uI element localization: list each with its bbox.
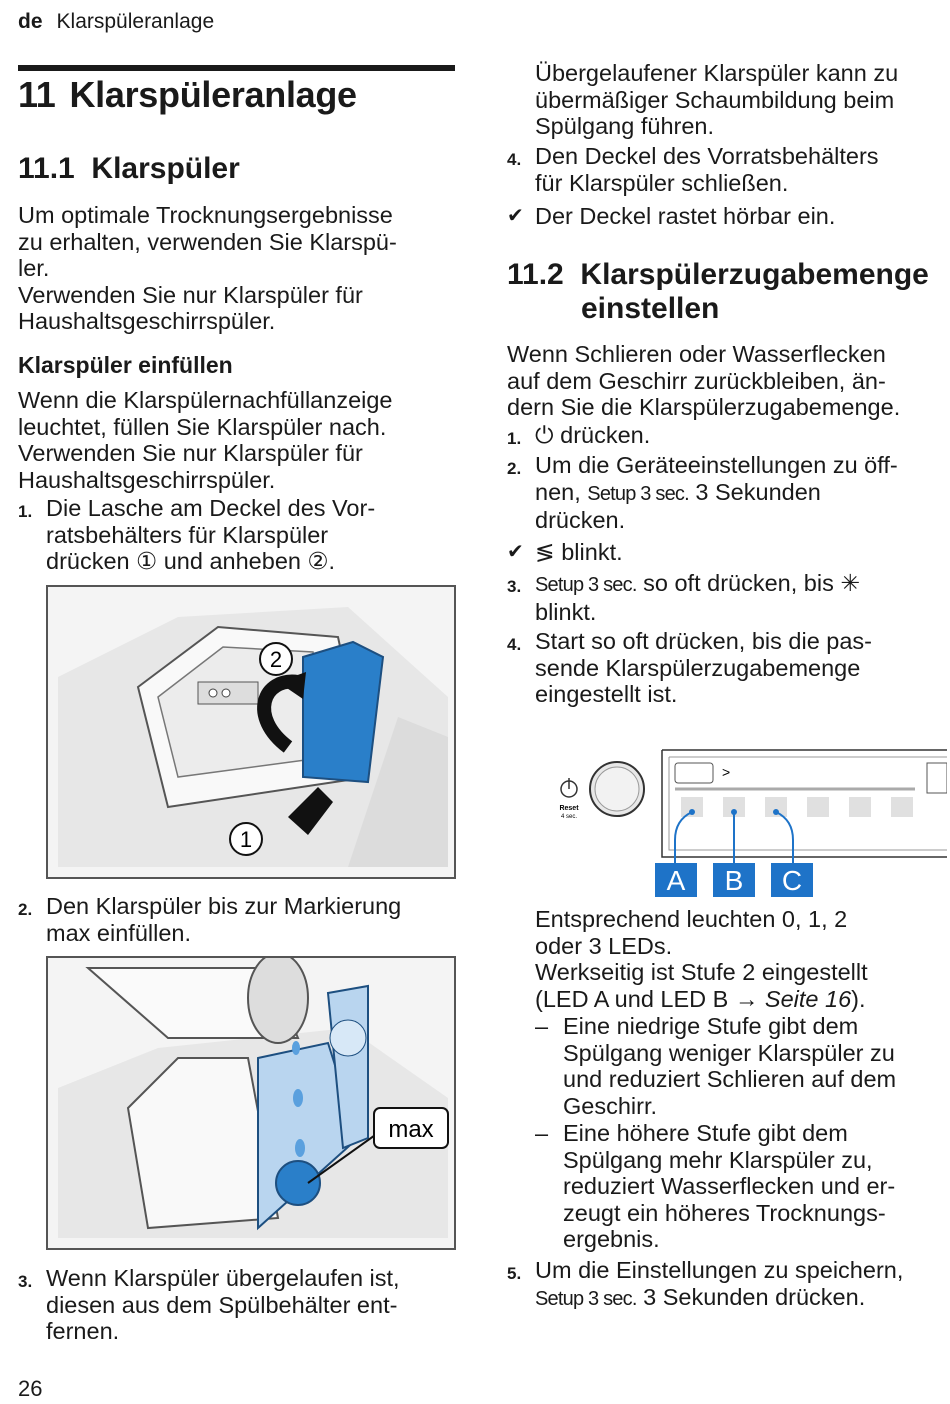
section-title-text: Klarspülerzugabemenge xyxy=(580,258,929,291)
dispenser-fill-illustration xyxy=(48,958,454,1248)
result-text: Der Deckel rastet hörbar ein. xyxy=(535,203,836,229)
step-number: 2. xyxy=(18,900,33,919)
subheading-fill: Klarspüler einfüllen xyxy=(18,352,233,378)
reset-label-2: 4 sec. xyxy=(560,814,578,820)
text-fragment: nen, xyxy=(535,478,581,505)
fill-intro xyxy=(18,387,393,493)
text-line: Eine niedrige Stufe gibt dem xyxy=(563,1013,859,1039)
setup-button-label: Setup 3 sec. xyxy=(535,1287,637,1310)
bullet-high-level xyxy=(535,1120,947,1255)
header-section: Klarspüleranlage xyxy=(56,10,215,33)
step-number: 3. xyxy=(507,577,522,596)
step-number: 1. xyxy=(507,429,522,448)
text-line: ler. xyxy=(18,255,50,281)
rinse-aid-icon: ≶ xyxy=(535,539,555,565)
text-line: fernen. xyxy=(46,1318,120,1344)
text-line: ergebnis. xyxy=(563,1226,660,1252)
reset-label: Reset xyxy=(559,805,579,812)
text-line: blinkt. xyxy=(535,598,597,625)
s2-step-2 xyxy=(507,452,947,534)
text-line: Um die Einstellungen zu speichern, xyxy=(535,1257,904,1283)
text-line: dern Sie die Klarspülerzugabemenge. xyxy=(507,394,901,420)
start-button-label: Start xyxy=(535,628,585,654)
figure-open-lid xyxy=(46,585,456,879)
text-line: Haushaltsgeschirrspüler. xyxy=(18,466,276,493)
text-line: für Klarspüler schließen. xyxy=(535,169,789,196)
s2-result-blinks xyxy=(507,539,947,567)
section-title-text-2: einstellen xyxy=(581,292,720,325)
text-line: zeugt ein höheres Trocknungs- xyxy=(563,1199,886,1226)
setup-button-label: Setup 3 sec. xyxy=(535,574,637,596)
text-line: sende Klarspülerzugabemenge xyxy=(535,654,861,681)
text-fragment: (LED A und LED B xyxy=(535,985,729,1012)
s2-step-1 xyxy=(507,422,947,450)
max-marker-label: max xyxy=(388,1116,434,1143)
text-line: eingestellt ist. xyxy=(535,681,678,707)
text-line: und reduziert Schlieren auf dem xyxy=(563,1066,897,1092)
text-line: max einfüllen. xyxy=(46,919,191,946)
s2-step-3 xyxy=(507,570,947,626)
chapter-number: 11 xyxy=(18,74,56,115)
text-line: zu erhalten, verwenden Sie Klarspü- xyxy=(18,228,397,255)
led-label-a: A xyxy=(666,865,686,896)
text-line: Spülgang führen. xyxy=(535,113,715,139)
section-11-1-title xyxy=(18,152,240,186)
text-line: Verwenden Sie nur Klarspüler für xyxy=(18,440,363,466)
overflow-note xyxy=(535,60,947,140)
text-line: leuchtet, füllen Sie Klarspüler nach. xyxy=(18,413,387,440)
text-line: drücken ① und anheben ②. xyxy=(46,548,336,574)
language-tag: de xyxy=(18,10,43,33)
text-line: Spülgang mehr Klarspüler zu, xyxy=(563,1146,873,1173)
s2-step-5 xyxy=(507,1257,947,1313)
text-line: drücken. xyxy=(535,507,626,533)
chapter-title-text: Klarspüleranlage xyxy=(69,74,357,115)
section-11-1-intro xyxy=(18,202,397,335)
text-line: diesen aus dem Spülbehälter ent- xyxy=(46,1291,398,1318)
step-3 xyxy=(18,1265,458,1347)
bullet-low-level xyxy=(535,1013,947,1121)
text-line: Spülgang weniger Klarspüler zu xyxy=(563,1039,895,1066)
step-number: 5. xyxy=(507,1264,522,1283)
text-line: oder 3 LEDs. xyxy=(535,932,673,959)
bullet-dash: – xyxy=(535,1120,549,1146)
led-explanation xyxy=(535,906,947,1012)
chapter-title xyxy=(18,74,357,116)
text-line: übermäßiger Schaumbildung beim xyxy=(535,86,895,113)
page-reference-link[interactable]: Seite 16 xyxy=(764,985,852,1012)
section-11-2-intro xyxy=(507,341,947,421)
text-line: Um die Geräteeinstellungen zu öff- xyxy=(535,452,898,478)
power-icon: ⏻ xyxy=(535,422,554,448)
text-line: Eine höhere Stufe gibt dem xyxy=(563,1120,848,1146)
step-text: drücken. xyxy=(560,422,651,448)
arrow-right-icon: → xyxy=(734,985,759,1012)
result-text: blinkt. xyxy=(561,539,623,565)
page-number: 26 xyxy=(18,1376,43,1401)
text-line: Wenn Klarspüler übergelaufen ist, xyxy=(46,1265,400,1291)
step-4-close-lid xyxy=(507,143,947,199)
step-number: 4. xyxy=(507,635,522,654)
step-number: 4. xyxy=(507,150,522,169)
check-icon: ✔ xyxy=(507,541,524,563)
setup-button-label: Setup 3 sec. xyxy=(587,482,689,505)
text-line: Werkseitig ist Stufe 2 eingestellt xyxy=(535,959,868,985)
step-number: 2. xyxy=(507,459,522,478)
figure-callout-2: 2 xyxy=(269,647,283,672)
text-line: Wenn Schlieren oder Wasserflecken xyxy=(507,341,886,367)
led-label-c: C xyxy=(781,865,803,896)
result-lid-clicks xyxy=(507,203,947,231)
section-number: 11.1 xyxy=(18,152,75,185)
figure-fill-max xyxy=(46,956,456,1250)
text-line: Den Klarspüler bis zur Markierung xyxy=(46,893,402,919)
text-fragment: ). xyxy=(851,985,866,1012)
bullet-dash: – xyxy=(535,1013,549,1039)
figure-callout-1: 1 xyxy=(239,827,253,852)
text-line: Wenn die Klarspülernachfüllanzeige xyxy=(18,387,393,413)
section-11-2-title xyxy=(507,258,947,326)
step-number: 3. xyxy=(18,1272,33,1291)
control-panel-illustration xyxy=(547,745,947,905)
text-line: auf dem Geschirr zurückbleiben, än- xyxy=(507,367,886,394)
text-line: Geschirr. xyxy=(563,1092,658,1119)
text-line: Entsprechend leuchten 0, 1, 2 xyxy=(535,906,848,932)
section-number: 11.2 xyxy=(507,258,564,291)
text-line: reduziert Wasserflecken und er- xyxy=(563,1173,896,1199)
sparkle-icon: ✳ xyxy=(840,570,861,596)
text-line: ratsbehälters für Klarspüler xyxy=(46,521,329,548)
text-line: Den Deckel des Vorratsbehälters xyxy=(535,143,879,169)
chevron-right-icon: > xyxy=(722,764,731,780)
text-line: Verwenden Sie nur Klarspüler für xyxy=(18,281,363,308)
s2-step-4 xyxy=(507,628,947,710)
step-2 xyxy=(18,893,458,949)
step-number: 1. xyxy=(18,502,33,521)
led-label-b: B xyxy=(724,865,744,896)
heading-rule xyxy=(18,65,455,71)
text-line: Um optimale Trocknungsergebnisse xyxy=(18,202,393,228)
text-line: Übergelaufener Klarspüler kann zu xyxy=(535,60,899,86)
text-fragment: 3 Sekunden drücken. xyxy=(643,1283,866,1310)
text-line: Die Lasche am Deckel des Vor- xyxy=(46,495,376,521)
step-1 xyxy=(18,495,458,577)
text-fragment: so oft drücken, bis die pas- xyxy=(591,628,873,654)
section-title-text: Klarspüler xyxy=(91,152,240,185)
control-panel-figure xyxy=(547,745,947,905)
page-header xyxy=(18,10,214,34)
text-fragment: so oft drücken, bis xyxy=(643,570,834,596)
text-fragment: 3 Sekunden xyxy=(695,478,821,505)
dispenser-open-illustration xyxy=(48,587,454,877)
text-line: Haushaltsgeschirrspüler. xyxy=(18,308,276,334)
check-icon: ✔ xyxy=(507,205,524,227)
